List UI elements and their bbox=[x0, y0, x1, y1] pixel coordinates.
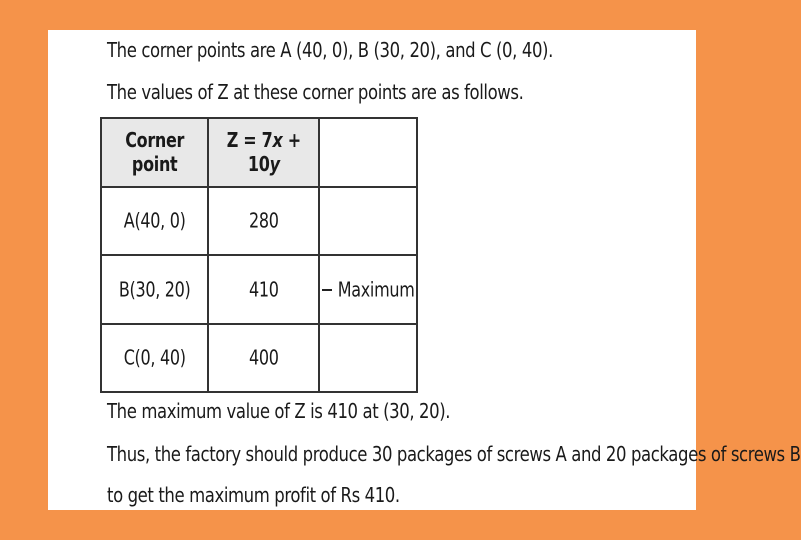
cell-z bbox=[209, 188, 320, 257]
table-row bbox=[102, 188, 418, 257]
table-header-row bbox=[102, 119, 418, 188]
cell-note bbox=[320, 256, 418, 325]
point-label: A(40, 0) bbox=[123, 208, 186, 233]
var-x: x bbox=[272, 128, 283, 153]
point-label: B(30, 20) bbox=[118, 277, 191, 302]
z-prefix: Z = 7 bbox=[226, 128, 273, 153]
z-value: 280 bbox=[248, 208, 279, 233]
z-mid: + 10 bbox=[247, 128, 301, 176]
arrow-icon bbox=[322, 289, 332, 291]
point-label: C(0, 40) bbox=[123, 345, 186, 370]
cell-point bbox=[102, 188, 209, 257]
table-row bbox=[102, 256, 418, 325]
z-value: 410 bbox=[248, 277, 279, 302]
conclusion-line-2: to get the maximum profit of Rs 410. bbox=[107, 483, 400, 507]
cell-z bbox=[209, 325, 320, 394]
cell-point bbox=[102, 325, 209, 394]
header-objective-label bbox=[209, 129, 318, 177]
cell-z bbox=[209, 256, 320, 325]
table-row bbox=[102, 325, 418, 394]
corner-points-text: The corner points are A (40, 0), B (30, 20), and C (0, 40). bbox=[107, 38, 553, 62]
cell-note bbox=[320, 188, 418, 257]
header-blank bbox=[320, 119, 418, 188]
values-intro-text: The values of Z at these corner points are as follows. bbox=[107, 80, 524, 104]
max-value-text: The maximum value of Z is 410 at (30, 20). bbox=[107, 399, 451, 423]
corner-point-table bbox=[100, 117, 418, 393]
var-y: y bbox=[269, 152, 280, 176]
header-corner-point-label: Corner point bbox=[125, 128, 185, 176]
slide bbox=[48, 30, 801, 510]
conclusion-line-1: Thus, the factory should produce 30 packages of screws A and 20 packages of screws B bbox=[107, 442, 801, 466]
header-corner-point bbox=[102, 119, 209, 188]
header-objective bbox=[209, 119, 320, 188]
maximum-note: Maximum bbox=[337, 277, 415, 302]
z-value: 400 bbox=[248, 345, 279, 370]
cell-point bbox=[102, 256, 209, 325]
cell-note bbox=[320, 325, 418, 394]
